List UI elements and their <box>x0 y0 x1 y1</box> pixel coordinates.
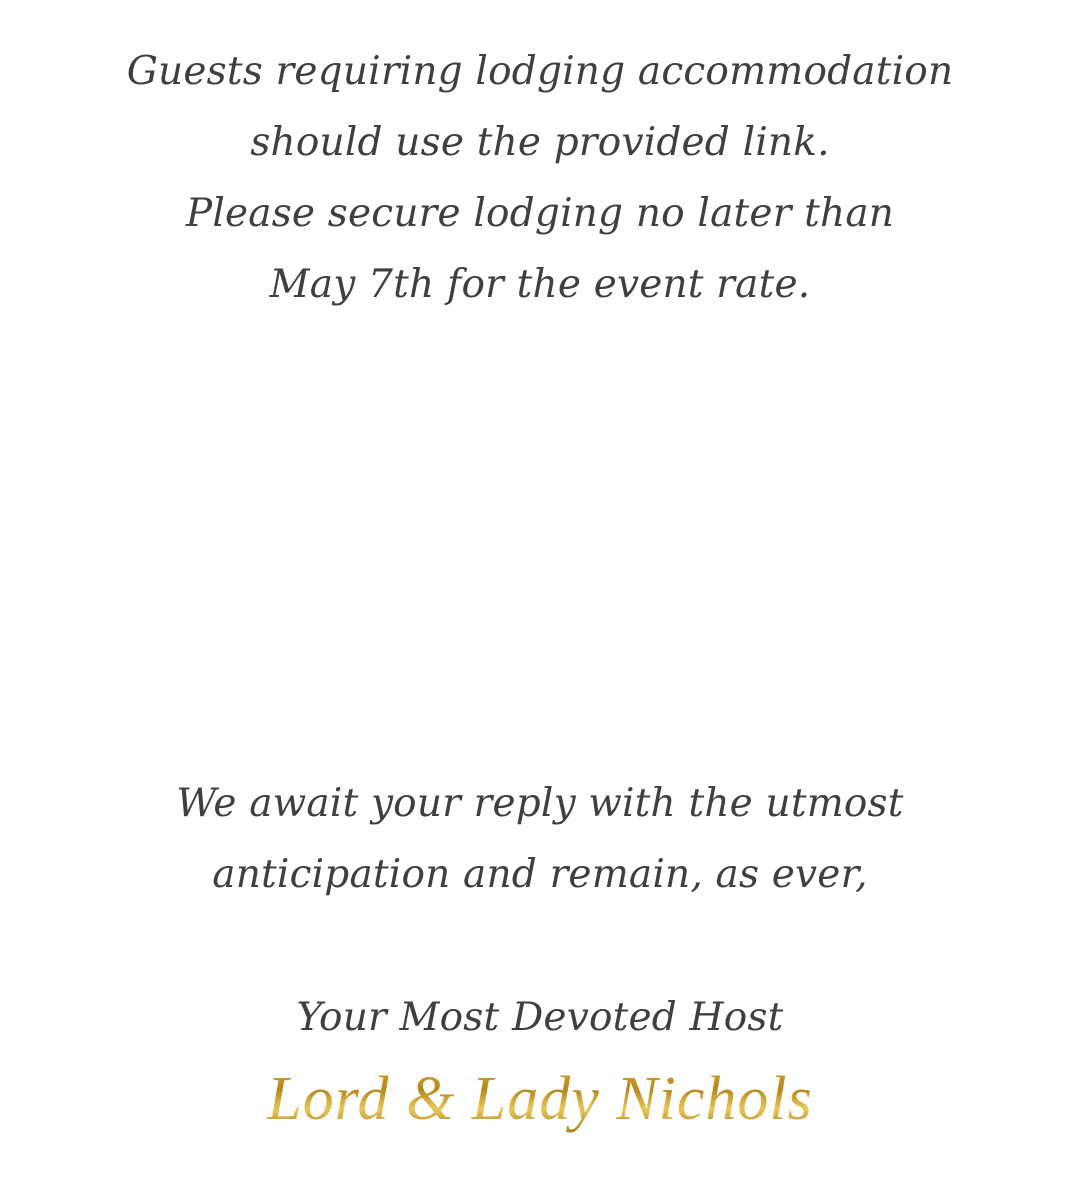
host-salutation: Your Most Devoted Host <box>296 995 784 1040</box>
sign-off <box>0 982 1080 1139</box>
lodging-line-4: May 7th for the event rate. <box>269 262 811 307</box>
lodging-notice <box>0 36 1080 320</box>
closing-line-1: We await your reply with the utmost <box>176 781 904 826</box>
lodging-line-2: should use the provided link. <box>250 120 830 165</box>
closing-message <box>0 768 1080 910</box>
closing-line-2: anticipation and remain, as ever, <box>212 852 868 897</box>
lodging-line-3: Please secure lodging no later than <box>185 191 895 236</box>
lodging-line-1: Guests requiring lodging accommodation <box>126 49 954 94</box>
host-signature: Lord & Lady Nichols <box>0 1059 1080 1139</box>
